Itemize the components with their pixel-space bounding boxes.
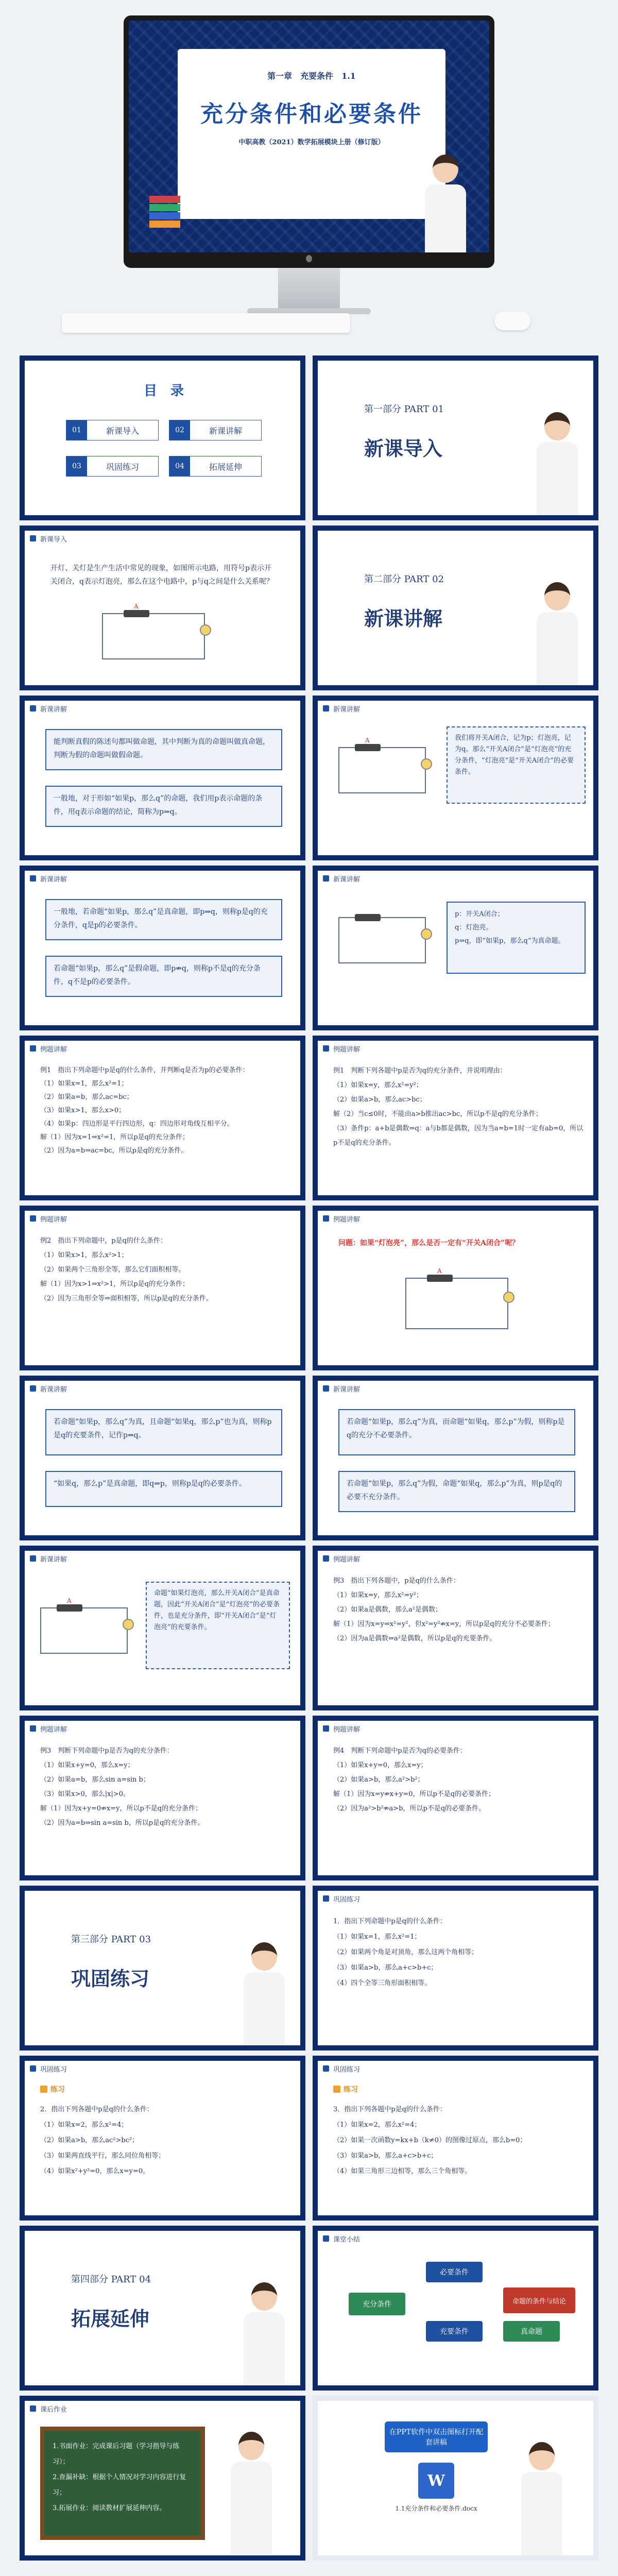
circuit-diagram (102, 603, 205, 659)
summary-slide (313, 2226, 598, 2391)
section-icon (323, 2065, 329, 2072)
section-title: 新课讲解 (40, 875, 67, 884)
section-icon (323, 1385, 329, 1392)
toc-title: 目 录 (143, 383, 184, 399)
circuit-diagram (338, 917, 426, 963)
example-line: （3）如果x>0，那么|x|>0。 (40, 1790, 130, 1798)
example-line: （2）如果两个三角形全等，那么它们面积相等。 (40, 1266, 185, 1274)
section-icon (30, 875, 36, 882)
example-line: 例2 指出下列命题中，p是q的什么条件： (40, 1237, 167, 1245)
section-icon (30, 1555, 36, 1562)
student-illustration (513, 2442, 570, 2561)
question-text: 问题：如果“灯泡亮”，那么是否一定有“开关A闭合”呢？ (338, 1239, 520, 1247)
example-line: （4）如果p：四边形是平行四边形，q：四边形对角线互相平分。 (40, 1120, 234, 1128)
example-line: （2）因为a=b⇒sin a=sin b，所以p是q的充分条件。 (40, 1819, 204, 1827)
section-title: 例题讲解 (333, 1725, 360, 1734)
toc-slide (20, 355, 305, 520)
part4-label: 第四部分 PART 04 (71, 2274, 151, 2285)
toc-item-number: 04 (169, 456, 190, 476)
toc-item-label: 巩固练习 (106, 462, 139, 472)
bulb-icon (503, 1292, 514, 1303)
keyboard (62, 313, 350, 333)
part3-title: 巩固练习 (71, 1967, 150, 1990)
example-line: 例3 指出下列各题中，p是q的什么条件： (333, 1577, 460, 1585)
practice-tag-label: 练习 (344, 2086, 358, 2094)
practice-tag-label: 练习 (50, 2086, 65, 2094)
lecture-slide-1 (20, 696, 305, 860)
example-line: （2）如果a=b，那么ac=bc； (40, 1093, 133, 1101)
bulb-icon (200, 624, 211, 636)
example-line: 解（1）因为x+y=0⇏x=y，所以p不是q的充分条件； (40, 1805, 202, 1812)
download-slide (313, 2396, 598, 2561)
part3-slide (20, 1886, 305, 2050)
section-title: 课堂小结 (333, 2235, 360, 2244)
lecture-slide-2 (20, 866, 305, 1030)
example-line: 解（1）因为x=1⇒x²=1，所以p是q的充分条件； (40, 1133, 190, 1141)
teacher-illustration (529, 582, 586, 690)
definition-box: 若命题“如果p，那么q”是假命题，即p⇏q，则称p不是q的充分条件，q不是p的必要条件。 (45, 956, 282, 997)
practice-line: （4）如果x²+y²=0，那么x=y=0。 (40, 2167, 150, 2175)
part3-label: 第三部分 PART 03 (71, 1934, 151, 1945)
example-line: （2）如果a>b，那么a²>b²； (333, 1776, 424, 1784)
example-line: 例1 指出下列命题中p是q的什么条件，并判断q是否为p的必要条件： (40, 1066, 249, 1074)
mindmap-node: 充要条件 (426, 2321, 483, 2342)
section-title: 巩固练习 (333, 1895, 360, 1904)
example-slide-3 (20, 1206, 305, 1370)
legend-line: q：灯泡亮。 (455, 924, 493, 931)
section-icon (30, 1215, 36, 1222)
section-icon (30, 705, 36, 711)
practice-slide-2 (20, 2056, 305, 2221)
bulb-icon (421, 928, 432, 940)
legend-line: p⇒q，即“如果p，那么q”为真命题。 (455, 937, 565, 945)
example-line: （2）因为三角形全等⇒面积相等，所以p是q的充分条件。 (40, 1295, 213, 1302)
section-icon (323, 1725, 329, 1732)
part1-slide (313, 355, 598, 520)
example-line: 解（1）因为x=y⇏x+y=0，所以p不是q的必要条件； (333, 1790, 495, 1798)
practice-line: （1）如果x=2，那么x²=4； (40, 2121, 128, 2129)
part2-slide (313, 526, 598, 690)
lecture-slide-3b (313, 1376, 598, 1540)
battery-icon (124, 610, 149, 617)
homework-slide (20, 2396, 305, 2561)
section-title: 新课讲解 (333, 1385, 360, 1394)
section-icon (323, 1555, 329, 1562)
cover-section (0, 0, 618, 361)
cover-title: 充分条件和必要条件 (200, 101, 423, 127)
explanation-bubble: 命题“如果灯泡亮，那么开关A闭合”是真命题，因此“开关A闭合”是“灯泡亮”的必要条件，也是充分条件，即“开关A闭合”是“灯泡亮”的充要条件。 (146, 1582, 290, 1669)
books-illustration (149, 196, 180, 247)
definition-box: “如果q，那么p”是真命题，即q⇒p，则称p是q的必要条件。 (45, 1471, 282, 1507)
example-line: （2）如果a=b，那么sin a=sin b； (40, 1776, 150, 1784)
download-banner[interactable]: 在PPT软件中双击图标打开配套讲稿 (385, 2421, 488, 2452)
example-line: （2）如果a>b，那么ac>bc； (333, 1096, 426, 1104)
example-slide-5 (20, 1716, 305, 1880)
apple-logo-icon (306, 255, 312, 262)
toc-item-label: 新课导入 (106, 426, 139, 436)
student-illustration (417, 155, 474, 252)
mindmap-node: 命题的条件与结论 (503, 2287, 575, 2313)
example-line: （2）因为a=b⇒ac=bc，所以p是q的充分条件。 (40, 1147, 188, 1155)
part1-label: 第一部分 PART 01 (364, 404, 444, 415)
example-slide-6 (313, 1716, 598, 1880)
toc-item-number: 03 (66, 456, 87, 476)
section-title: 巩固练习 (40, 2065, 67, 2074)
section-icon (30, 1385, 36, 1392)
cover-subtitle: 中职高教（2021）数学拓展模块上册（修订版） (238, 139, 385, 146)
practice-tag (333, 2084, 358, 2094)
lecture-slide-2b (313, 866, 598, 1030)
monitor (124, 15, 494, 268)
practice-line: （4）如果三角形三边相等，那么三个角相等。 (333, 2167, 472, 2175)
section-title: 新课讲解 (333, 705, 360, 714)
toc-item-label: 拓展延伸 (209, 462, 242, 472)
toc-item-2[interactable] (169, 420, 262, 440)
section-icon (323, 1215, 329, 1222)
circuit-diagram (338, 737, 426, 793)
practice-line: （2）如果两个角是对顶角，那么这两个角相等； (333, 1948, 478, 1956)
toc-item-label: 新课讲解 (209, 426, 242, 436)
practice-line: （4）四个全等三角形面积相等。 (333, 1979, 432, 1987)
toc-item-number: 01 (66, 420, 87, 440)
section-title: 新课讲解 (40, 1385, 67, 1394)
circuit-diagram (40, 1597, 128, 1654)
intro-text: 开灯、关灯是生产生活中常见的现象，如图所示电路，用符号p表示开关闭合，q表示灯泡亮，那么在这个电路中，p与q之间是什么关系呢？ (50, 564, 273, 586)
section-icon (30, 535, 36, 541)
lecture-slide-3 (20, 1376, 305, 1540)
definition-box: 能判断真假的陈述句都叫做命题，其中判断为真的命题叫做真命题，判断为假的命题叫做假命题。 (45, 729, 282, 770)
practice-line: （3）如果a>b，那么a+c>b+c； (333, 1964, 438, 1972)
explanation-bubble: 我们将开关A闭合，记为p；灯泡亮，记为q。那么“开关A闭合”是“灯泡亮”的充分条件，“灯泡亮”是“开关A闭合”的必要条件。 (447, 726, 586, 804)
example-line: （2）因为a是偶数⇔a²是偶数，所以p是q的充要条件。 (333, 1635, 496, 1642)
question-slide (313, 1206, 598, 1370)
bulb-icon (421, 758, 432, 770)
practice-slide-1 (313, 1886, 598, 2050)
word-file-icon[interactable]: W (418, 2463, 454, 2499)
example-line: 例1 判断下列各题中p是否为q的充分条件，并说明理由： (333, 1067, 507, 1075)
part2-title: 新课讲解 (364, 607, 443, 630)
section-icon (30, 2065, 36, 2072)
teacher-illustration (236, 2282, 293, 2391)
battery-icon (427, 1275, 453, 1282)
mindmap-node: 真命题 (503, 2321, 560, 2342)
section-title: 新课讲解 (333, 875, 360, 884)
definition-box: 一般地，对于形如“如果p，那么q”的命题，我们用p表示命题的条件，用q表示命题的结论，简称为p⇒q。 (45, 786, 282, 827)
example-line: 解（1）因为x>1⇒x²>1，所以p是q的充分条件； (40, 1280, 190, 1288)
example-line: （1）如果x=1，那么x²=1； (40, 1080, 128, 1088)
section-title: 例题讲解 (40, 1045, 67, 1054)
example-line: 例4 判断下列命题中p是否为q的必要条件： (333, 1747, 467, 1755)
practice-line: 2．指出下列各题中p是q的什么条件： (40, 2106, 153, 2113)
example-line: （3）条件p：a+b是偶数⇒q：a与b都是偶数，因为当a=b=1时一定有ab=0，所以p不是q的充分条件。 (333, 1125, 583, 1147)
section-icon (323, 705, 329, 711)
chalkboard (40, 2427, 205, 2540)
switch-label: A (365, 737, 370, 744)
pencil-icon (333, 2086, 340, 2093)
bulb-icon (123, 1619, 134, 1630)
monitor-stand (278, 268, 340, 309)
section-icon (30, 1725, 36, 1732)
mindmap-node: 充分条件 (349, 2293, 405, 2315)
toc-item-number: 02 (169, 420, 190, 440)
section-icon (323, 875, 329, 882)
section-title: 新课导入 (40, 535, 67, 544)
example-line: 解（1）因为x=y⇒x²=y²，但x²=y²⇏x=y，所以p是q的充分不必要条件； (333, 1620, 555, 1628)
switch-label: A (134, 603, 139, 610)
definition-box: 若命题“如果p，那么q”为真，而命题“如果q，那么p”为假，则称p是q的充分不必要条件。 (338, 1409, 575, 1455)
homework-item: 1.书面作业：完成课后习题（学习指导与练习）； (53, 2443, 180, 2466)
intro-slide (20, 526, 305, 690)
teacher-illustration (529, 412, 586, 520)
section-icon (323, 2235, 329, 2242)
section-title: 课后作业 (40, 2405, 67, 2414)
section-title: 例题讲解 (333, 1045, 360, 1054)
pencil-icon (40, 2086, 47, 2093)
section-title: 新课讲解 (40, 1555, 67, 1564)
section-icon (30, 2405, 36, 2412)
battery-icon (355, 914, 381, 921)
toc-item-3[interactable] (66, 456, 159, 477)
practice-line: （1）如果x=1，那么x²=1； (333, 1933, 421, 1941)
legend-box (447, 902, 586, 974)
section-title: 巩固练习 (333, 2065, 360, 2074)
example-line: （2）如果a是偶数，那么a²是偶数； (333, 1606, 442, 1614)
example-line: （1）如果x=y，那么x²=y²； (333, 1591, 423, 1599)
homework-item: 2.查漏补缺：根据个人情况对学习内容进行复习； (53, 2473, 186, 2497)
practice-line: 1．指出下列命题中p是q的什么条件： (333, 1918, 447, 1925)
part4-title: 拓展延伸 (71, 2307, 150, 2330)
practice-line: （3）如果两直线平行，那么同位角相等； (40, 2152, 165, 2160)
example-slide-2 (313, 1036, 598, 1200)
example-line: （1）如果x+y=0，那么x=y； (40, 1761, 134, 1769)
example-line: （3）如果x>1，那么x>0； (40, 1107, 126, 1114)
mindmap-node: 必要条件 (426, 2262, 483, 2282)
lecture-slide-4 (20, 1546, 305, 1710)
file-name[interactable]: 1.1充分条件和必要条件.docx (395, 2505, 477, 2512)
teacher-illustration (220, 2432, 282, 2555)
part1-title: 新课导入 (364, 437, 443, 460)
toc-item-4[interactable] (169, 456, 262, 477)
teacher-illustration (236, 1942, 293, 2050)
practice-slide-3 (313, 2056, 598, 2221)
practice-tag (40, 2084, 65, 2094)
battery-icon (57, 1604, 82, 1612)
section-title: 例题讲解 (333, 1555, 360, 1564)
practice-line: （3）如果a>b，那么a+c>b+c； (333, 2152, 438, 2160)
part4-slide (20, 2226, 305, 2391)
example-slide-4 (313, 1546, 598, 1710)
mouse (494, 312, 530, 330)
section-icon (323, 1895, 329, 1902)
definition-box: 一般地，若命题“如果p，那么q”是真命题，即p⇒q，则称p是q的充分条件，q是p的必要条件。 (45, 899, 282, 940)
practice-line: （2）如果a>b，那么ac²>bc²； (40, 2137, 139, 2144)
definition-box: 若命题“如果p，那么q”为真，且命题“如果q，那么p”也为真，则称p是q的充要条件，记作p⇔q。 (45, 1409, 282, 1455)
part2-label: 第二部分 PART 02 (364, 574, 444, 585)
section-title: 新课讲解 (40, 705, 67, 714)
cover-chapter: 第一章 充要条件 1.1 (267, 71, 356, 81)
example-line: （2）因为a²>b²⇏a>b，所以p不是q的必要条件。 (333, 1805, 486, 1812)
legend-line: p：开关A闭合； (455, 910, 504, 918)
toc-item-1[interactable] (66, 420, 159, 440)
lecture-slide-1b (313, 696, 598, 860)
battery-icon (355, 744, 381, 751)
practice-line: 3．指出下列各题中p是q的什么条件： (333, 2106, 447, 2113)
circuit-diagram (405, 1267, 508, 1329)
switch-label: A (437, 1267, 442, 1275)
switch-label: A (67, 1597, 72, 1604)
example-line: 例3 判断下列命题中p是否为q的充分条件： (40, 1747, 174, 1755)
example-slide-1 (20, 1036, 305, 1200)
practice-line: （1）如果x=2，那么x²=4； (333, 2121, 421, 2129)
example-line: （1）如果x=y，那么x²=y²； (333, 1081, 423, 1089)
example-line: （1）如果x>1，那么x²>1； (40, 1251, 128, 1259)
section-title: 例题讲解 (333, 1215, 360, 1224)
section-title: 例题讲解 (40, 1725, 67, 1734)
section-title: 例题讲解 (40, 1215, 67, 1224)
practice-line: （2）如果一次函数y=kx+b（k≠0）的图像过原点，那么b=0； (333, 2137, 527, 2144)
homework-item: 3.拓展作业：阅读教材扩展延伸内容。 (53, 2504, 166, 2512)
example-line: （1）如果x+y=0，那么x=y； (333, 1761, 427, 1769)
example-line: 解（2）当c≤0时，不能由a>b推出ac>bc，所以p不是q的充分条件； (333, 1110, 542, 1118)
section-icon (30, 1045, 36, 1052)
section-icon (323, 1045, 329, 1052)
definition-box: 若命题“如果p，那么q”为假，命题“如果q，那么p”为真，则p是q的必要不充分条件。 (338, 1471, 575, 1512)
